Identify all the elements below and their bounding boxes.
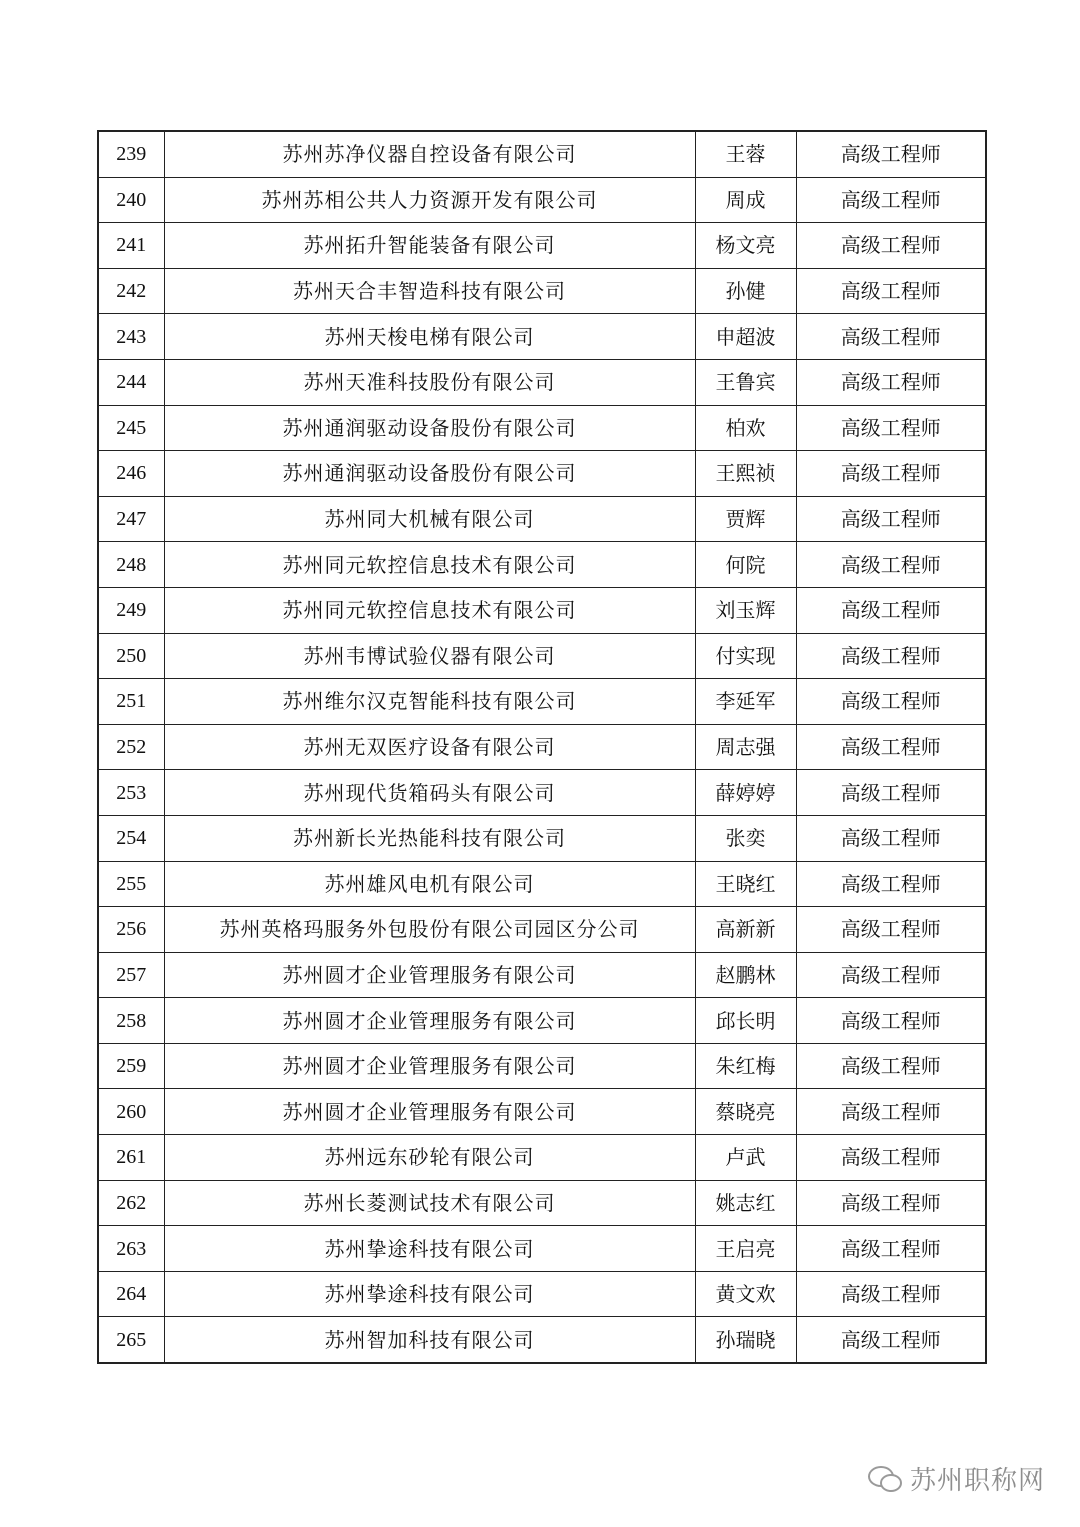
- person-name-cell: 柏欢: [695, 405, 796, 451]
- person-name-cell: 王晓红: [695, 861, 796, 907]
- job-title-cell: 高级工程师: [796, 907, 986, 953]
- table-row: [98, 952, 986, 998]
- company-cell: 苏州拓升智能装备有限公司: [164, 223, 695, 269]
- row-number-cell: 248: [98, 542, 164, 588]
- job-title-cell: 高级工程师: [796, 587, 986, 633]
- company-cell: 苏州苏相公共人力资源开发有限公司: [164, 177, 695, 223]
- table-row: [98, 131, 986, 177]
- row-number-cell: 263: [98, 1226, 164, 1272]
- company-cell: 苏州同元软控信息技术有限公司: [164, 542, 695, 588]
- row-number-cell: 262: [98, 1180, 164, 1226]
- company-cell: 苏州长菱测试技术有限公司: [164, 1180, 695, 1226]
- person-name-cell: 赵鹏林: [695, 952, 796, 998]
- company-cell: 苏州挚途科技有限公司: [164, 1271, 695, 1317]
- row-number-cell: 245: [98, 405, 164, 451]
- job-title-cell: 高级工程师: [796, 952, 986, 998]
- person-name-cell: 何院: [695, 542, 796, 588]
- table-row: [98, 1271, 986, 1317]
- job-title-cell: 高级工程师: [796, 268, 986, 314]
- row-number-cell: 242: [98, 268, 164, 314]
- company-cell: 苏州天梭电梯有限公司: [164, 314, 695, 360]
- table-row: [98, 405, 986, 451]
- person-name-cell: 申超波: [695, 314, 796, 360]
- row-number-cell: 264: [98, 1271, 164, 1317]
- row-number-cell: 258: [98, 998, 164, 1044]
- company-cell: 苏州天合丰智造科技有限公司: [164, 268, 695, 314]
- company-cell: 苏州无双医疗设备有限公司: [164, 724, 695, 770]
- company-cell: 苏州英格玛服务外包股份有限公司园区分公司: [164, 907, 695, 953]
- table-row: [98, 314, 986, 360]
- job-title-cell: 高级工程师: [796, 314, 986, 360]
- person-name-cell: 付实现: [695, 633, 796, 679]
- person-name-cell: 贾辉: [695, 496, 796, 542]
- job-title-cell: 高级工程师: [796, 223, 986, 269]
- company-cell: 苏州维尔汉克智能科技有限公司: [164, 679, 695, 725]
- company-cell: 苏州韦博试验仪器有限公司: [164, 633, 695, 679]
- row-number-cell: 252: [98, 724, 164, 770]
- table-row: [98, 177, 986, 223]
- job-title-cell: 高级工程师: [796, 177, 986, 223]
- roster-table: [97, 130, 987, 1364]
- person-name-cell: 姚志红: [695, 1180, 796, 1226]
- company-cell: 苏州圆才企业管理服务有限公司: [164, 1089, 695, 1135]
- table-row: [98, 770, 986, 816]
- table-row: [98, 496, 986, 542]
- job-title-cell: 高级工程师: [796, 815, 986, 861]
- person-name-cell: 朱红梅: [695, 1043, 796, 1089]
- job-title-cell: 高级工程师: [796, 1317, 986, 1363]
- job-title-cell: 高级工程师: [796, 1271, 986, 1317]
- watermark: [868, 1460, 1045, 1496]
- row-number-cell: 253: [98, 770, 164, 816]
- table-row: [98, 1317, 986, 1363]
- job-title-cell: 高级工程师: [796, 1043, 986, 1089]
- person-name-cell: 李延军: [695, 679, 796, 725]
- person-name-cell: 周志强: [695, 724, 796, 770]
- job-title-cell: 高级工程师: [796, 451, 986, 497]
- job-title-cell: 高级工程师: [796, 633, 986, 679]
- company-cell: 苏州现代货箱码头有限公司: [164, 770, 695, 816]
- row-number-cell: 240: [98, 177, 164, 223]
- company-cell: 苏州苏净仪器自控设备有限公司: [164, 131, 695, 177]
- table-row: [98, 542, 986, 588]
- row-number-cell: 243: [98, 314, 164, 360]
- table-row: [98, 587, 986, 633]
- company-cell: 苏州圆才企业管理服务有限公司: [164, 952, 695, 998]
- table-row: [98, 1180, 986, 1226]
- job-title-cell: 高级工程师: [796, 724, 986, 770]
- table-row: [98, 998, 986, 1044]
- job-title-cell: 高级工程师: [796, 405, 986, 451]
- company-cell: 苏州圆才企业管理服务有限公司: [164, 998, 695, 1044]
- table-row: [98, 815, 986, 861]
- job-title-cell: 高级工程师: [796, 1180, 986, 1226]
- person-name-cell: 黄文欢: [695, 1271, 796, 1317]
- row-number-cell: 249: [98, 587, 164, 633]
- job-title-cell: 高级工程师: [796, 542, 986, 588]
- person-name-cell: 杨文亮: [695, 223, 796, 269]
- person-name-cell: 孙健: [695, 268, 796, 314]
- row-number-cell: 255: [98, 861, 164, 907]
- wechat-icon: [868, 1464, 902, 1492]
- table-row: [98, 633, 986, 679]
- company-cell: 苏州智加科技有限公司: [164, 1317, 695, 1363]
- table-row: [98, 1043, 986, 1089]
- table-row: [98, 861, 986, 907]
- person-name-cell: 高新新: [695, 907, 796, 953]
- row-number-cell: 265: [98, 1317, 164, 1363]
- job-title-cell: 高级工程师: [796, 359, 986, 405]
- job-title-cell: 高级工程师: [796, 131, 986, 177]
- row-number-cell: 250: [98, 633, 164, 679]
- table-row: [98, 223, 986, 269]
- table-row: [98, 907, 986, 953]
- company-cell: 苏州同元软控信息技术有限公司: [164, 587, 695, 633]
- company-cell: 苏州通润驱动设备股份有限公司: [164, 451, 695, 497]
- table-row: [98, 451, 986, 497]
- job-title-cell: 高级工程师: [796, 770, 986, 816]
- row-number-cell: 239: [98, 131, 164, 177]
- table-row: [98, 1135, 986, 1181]
- row-number-cell: 261: [98, 1135, 164, 1181]
- row-number-cell: 256: [98, 907, 164, 953]
- row-number-cell: 251: [98, 679, 164, 725]
- job-title-cell: 高级工程师: [796, 1226, 986, 1272]
- person-name-cell: 张奕: [695, 815, 796, 861]
- table-row: [98, 724, 986, 770]
- row-number-cell: 259: [98, 1043, 164, 1089]
- person-name-cell: 蔡晓亮: [695, 1089, 796, 1135]
- person-name-cell: 王鲁宾: [695, 359, 796, 405]
- table-row: [98, 679, 986, 725]
- row-number-cell: 247: [98, 496, 164, 542]
- company-cell: 苏州通润驱动设备股份有限公司: [164, 405, 695, 451]
- company-cell: 苏州雄风电机有限公司: [164, 861, 695, 907]
- job-title-cell: 高级工程师: [796, 998, 986, 1044]
- person-name-cell: 孙瑞晓: [695, 1317, 796, 1363]
- person-name-cell: 卢武: [695, 1135, 796, 1181]
- company-cell: 苏州挚途科技有限公司: [164, 1226, 695, 1272]
- job-title-cell: 高级工程师: [796, 861, 986, 907]
- row-number-cell: 254: [98, 815, 164, 861]
- person-name-cell: 周成: [695, 177, 796, 223]
- table-row: [98, 1089, 986, 1135]
- row-number-cell: 260: [98, 1089, 164, 1135]
- table-row: [98, 359, 986, 405]
- row-number-cell: 257: [98, 952, 164, 998]
- watermark-text: 苏州职称网: [910, 1465, 1046, 1496]
- job-title-cell: 高级工程师: [796, 1135, 986, 1181]
- roster-table-body: [98, 131, 986, 1363]
- company-cell: 苏州同大机械有限公司: [164, 496, 695, 542]
- company-cell: 苏州远东砂轮有限公司: [164, 1135, 695, 1181]
- job-title-cell: 高级工程师: [796, 679, 986, 725]
- table-row: [98, 268, 986, 314]
- row-number-cell: 246: [98, 451, 164, 497]
- person-name-cell: 王启亮: [695, 1226, 796, 1272]
- row-number-cell: 241: [98, 223, 164, 269]
- company-cell: 苏州圆才企业管理服务有限公司: [164, 1043, 695, 1089]
- person-name-cell: 王熙祯: [695, 451, 796, 497]
- person-name-cell: 薛婷婷: [695, 770, 796, 816]
- company-cell: 苏州新长光热能科技有限公司: [164, 815, 695, 861]
- person-name-cell: 邱长明: [695, 998, 796, 1044]
- row-number-cell: 244: [98, 359, 164, 405]
- job-title-cell: 高级工程师: [796, 1089, 986, 1135]
- job-title-cell: 高级工程师: [796, 496, 986, 542]
- person-name-cell: 刘玉辉: [695, 587, 796, 633]
- company-cell: 苏州天准科技股份有限公司: [164, 359, 695, 405]
- person-name-cell: 王蓉: [695, 131, 796, 177]
- table-row: [98, 1226, 986, 1272]
